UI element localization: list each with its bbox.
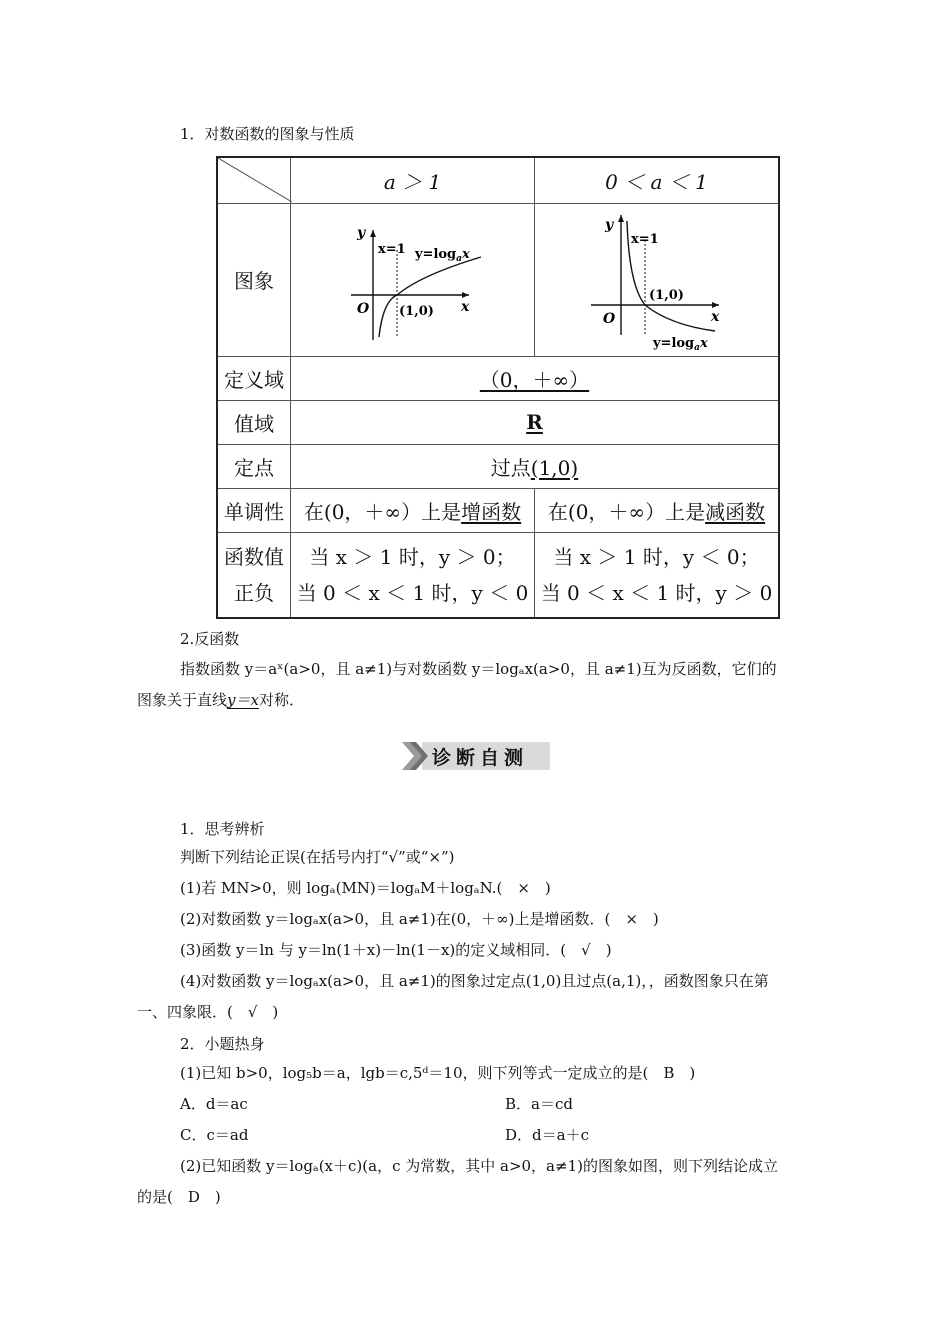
domain-value-cell bbox=[291, 356, 780, 400]
q1-instruction: 判断下列结论正误(在括号内打“√”或“×”) bbox=[180, 848, 455, 866]
row-label-domain: 定义域 bbox=[217, 356, 291, 400]
q2-title: 2．小题热身 bbox=[180, 1035, 265, 1053]
header-a-gt-1: a ＞ 1 bbox=[291, 157, 535, 203]
monotonic-right-prefix: 在(0，＋∞）上是 bbox=[547, 499, 706, 524]
point-label: (1,0) bbox=[649, 287, 684, 303]
origin-label: O bbox=[357, 300, 370, 317]
inverse-para-line1: 指数函数 y＝aˣ(a>0，且 a≠1)与对数函数 y＝logₐx(a>0，且 a≠1)互为反函数，它们的 bbox=[180, 660, 777, 678]
svg-text:y=logax bbox=[652, 336, 708, 353]
sign-right-line2: 当 0 ＜ x ＜ 1 时，y ＞ 0 bbox=[540, 580, 773, 605]
q2-option-d: D．d＝a＋c bbox=[505, 1126, 589, 1144]
fixed-point-value: (1,0) bbox=[530, 455, 579, 480]
vertical-line-label: x=1 bbox=[378, 241, 406, 257]
curve-label: y=log bbox=[415, 246, 457, 262]
curve-label-var: x bbox=[462, 246, 470, 262]
vertical-line-label: x=1 bbox=[631, 231, 659, 247]
range-value: R bbox=[526, 410, 543, 434]
graph-cell-a-gt-1 bbox=[291, 203, 535, 356]
q1-item-1: (1)若 MN>0，则 logₐ(MN)＝logₐM＋logₐN.( × ) bbox=[180, 879, 551, 897]
inverse-line2-prefix: 图象关于直线 bbox=[137, 691, 228, 709]
row-label-range: 值域 bbox=[217, 400, 291, 444]
log-graph-decreasing bbox=[535, 205, 778, 355]
q1-title: 1．思考辨析 bbox=[180, 820, 265, 838]
monotonic-right-cell bbox=[535, 488, 780, 532]
sign-right-cell bbox=[535, 532, 780, 618]
svg-text:y=logax bbox=[414, 247, 470, 264]
row-label-sign-line2: 正负 bbox=[234, 580, 274, 605]
q2-option-b: B．a＝cd bbox=[505, 1095, 573, 1113]
axis-y-label: y bbox=[605, 216, 614, 233]
sign-left-cell bbox=[291, 532, 535, 618]
axis-y-label: y bbox=[357, 224, 366, 241]
fixed-point-prefix: 过点 bbox=[490, 455, 531, 480]
self-test-banner bbox=[402, 739, 550, 773]
section-title-log-function: 1．对数函数的图象与性质 bbox=[180, 125, 355, 143]
sign-left-line1: 当 x ＞ 1 时，y ＞ 0； bbox=[309, 544, 516, 569]
sign-left-line2: 当 0 ＜ x ＜ 1 时，y ＜ 0 bbox=[296, 580, 529, 605]
origin-label: O bbox=[603, 310, 616, 327]
q2-problem-1: (1)已知 b>0，log₅b＝a，lgb＝c,5ᵈ＝10，则下列等式一定成立的是( B ) bbox=[180, 1064, 696, 1082]
q2-option-c: C．c＝ad bbox=[180, 1126, 249, 1144]
fixed-point-value-cell bbox=[291, 444, 780, 488]
point-label: (1,0) bbox=[399, 303, 434, 319]
row-label-sign bbox=[217, 532, 291, 618]
banner-title: 诊断自测 bbox=[432, 747, 529, 769]
section-title-inverse: 2.反函数 bbox=[180, 630, 240, 648]
curve-label-var: x bbox=[700, 335, 708, 351]
axis-x-label: x bbox=[711, 308, 720, 325]
q1-item-4: (4)对数函数 y＝logₐx(a>0，且 a≠1)的图象过定点(1,0)且过点(a,1)，，函数图象只在第 bbox=[180, 972, 769, 990]
table-corner-diagonal bbox=[217, 157, 291, 203]
inverse-line2-suffix: 对称． bbox=[258, 691, 304, 709]
inverse-para-line2 bbox=[137, 685, 304, 716]
inverse-line2-value: y＝x bbox=[227, 691, 259, 709]
row-label-graph: 图象 bbox=[217, 203, 291, 356]
row-label-monotonic: 单调性 bbox=[217, 488, 291, 532]
q1-item-3: (3)函数 y＝ln 与 y＝ln(1＋x)－ln(1－x)的定义域相同．( √ ) bbox=[180, 941, 612, 959]
row-label-sign-line1: 函数值 bbox=[224, 544, 284, 569]
graph-cell-a-lt-1 bbox=[535, 203, 780, 356]
domain-value: （0，＋∞） bbox=[479, 367, 590, 392]
q1-item-2: (2)对数函数 y＝logₐx(a>0，且 a≠1)在(0，＋∞)上是增函数．( × ) bbox=[180, 910, 659, 928]
range-value-cell bbox=[291, 400, 780, 444]
monotonic-left-prefix: 在(0，＋∞）上是 bbox=[303, 499, 462, 524]
monotonic-right-value: 减函数 bbox=[705, 499, 766, 524]
monotonic-left-value: 增函数 bbox=[461, 499, 522, 524]
q2-option-a: A．d＝ac bbox=[180, 1095, 248, 1113]
axis-x-label: x bbox=[461, 298, 470, 315]
q1-item-4-cont: 一、四象限．( √ ) bbox=[137, 1003, 279, 1021]
row-label-fixed-point: 定点 bbox=[217, 444, 291, 488]
q2-problem-2-line1: (2)已知函数 y＝logₐ(x＋c)(a，c 为常数，其中 a>0，a≠1)的图象如图，则下列结论成立 bbox=[180, 1157, 778, 1175]
header-a-lt-1: 0 ＜ a ＜ 1 bbox=[535, 157, 780, 203]
monotonic-left-cell bbox=[291, 488, 535, 532]
log-graph-increasing bbox=[291, 205, 534, 355]
q2-problem-2-line2: 的是( D ) bbox=[137, 1188, 221, 1206]
log-function-property-table bbox=[216, 156, 780, 619]
curve-label-sub: a bbox=[456, 253, 462, 264]
curve-label-sub: a bbox=[694, 342, 700, 353]
diagonal-line bbox=[218, 158, 292, 202]
curve-label: y=log bbox=[653, 335, 695, 351]
sign-right-line1: 当 x ＞ 1 时，y ＜ 0； bbox=[553, 544, 760, 569]
